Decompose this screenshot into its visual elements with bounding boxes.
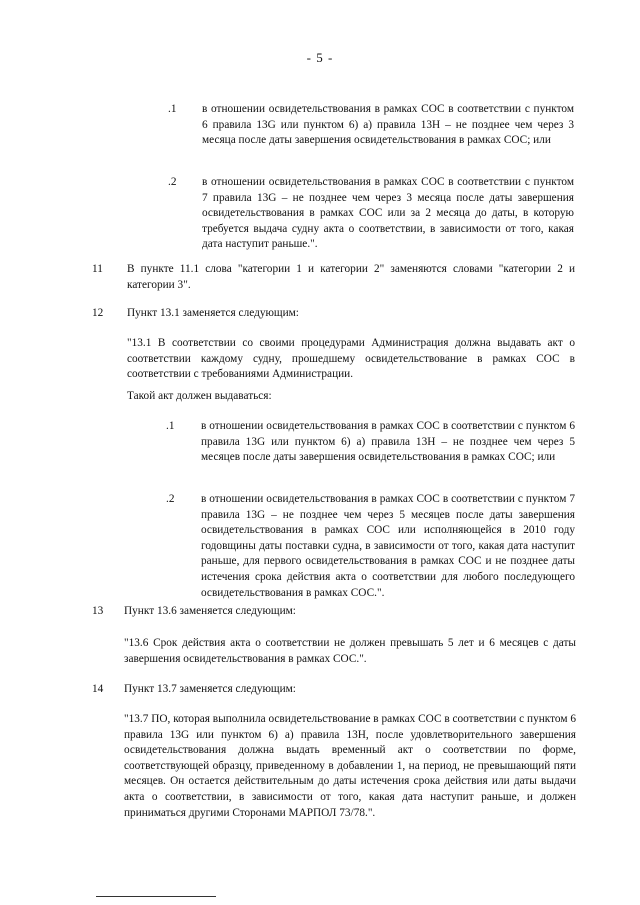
list-item-text: в отношении освидетельствования в рамках СОС в соответствии с пунктом 7 правила 13G – не позднее чем через 5 месяцев после даты завершения освидетельствования в рамках СОС или исполняющейся в 2010 году годовщины даты поставки судна, в зависимости от того, какая дата наступит раньше, для первого освидетельствования в рамках СОС и не позднее даты истечения срока действия акта о соответствии для любого последующего освидетельствования в рамках СОС.". — [201, 493, 575, 599]
item-number: .1 — [168, 103, 177, 115]
list-item-text: в отношении освидетельствования в рамках СОС в соответствии с пунктом 7 правила 13G – не позднее чем через 3 месяца после даты завершения освидетельствования в рамках СОС или за 2 месяца до даты, в которую требуется выдача судну акта о соответствии, в зависимости от того, какая дата наступит раньше.". — [202, 176, 574, 251]
paragraph: Такой акт должен выдаваться: — [127, 390, 272, 402]
section-number: 14 — [92, 683, 104, 695]
item-number: .2 — [166, 493, 175, 505]
section-heading: Пункт 13.7 заменяется следующим: — [124, 683, 296, 695]
section-heading: Пункт 13.6 заменяется следующим: — [124, 605, 296, 617]
item-number: .1 — [166, 420, 175, 432]
page-number: - 5 - — [306, 50, 334, 65]
quoted-paragraph: "13.6 Срок действия акта о соответствии не должен превышать 5 лет и 6 месяцев с даты завершения освидетельствования в рамках СОС.". — [124, 637, 576, 665]
quoted-paragraph: "13.7 ПО, которая выполнила освидетельствование в рамках СОС в соответствии с пунктом 6 правила 13G или пунктом 6) a) правила 13H, после удовлетворительного завершения освидетельствования должна выдать временный акт о соответствии по форме, соответствующей образцу, приведенному в добавлении 1, на период, не превышающий пяти месяцев. Он остается действительным до даты истечения срока действия или даты выдачи акта о соответствии, в зависимости от того, какая дата наступит раньше, и должен приниматься другими Сторонами МАРПОЛ 73/78.". — [124, 713, 576, 819]
section-heading: Пункт 13.1 заменяется следующим: — [127, 307, 299, 319]
item-number: .2 — [168, 176, 177, 188]
list-item-text: в отношении освидетельствования в рамках СОС в соответствии с пунктом 6 правила 13G или пунктом 6) a) правила 13H – не позднее чем через 3 месяца после даты завершения освидетельствования в рамках СОС; или — [202, 103, 574, 147]
section-number: 13 — [92, 605, 104, 617]
section-text: В пункте 11.1 слова "категории 1 и категории 2" заменяются словами "категории 2 и категории 3". — [127, 263, 575, 291]
section-number: 12 — [92, 307, 104, 319]
footer-divider — [96, 896, 216, 897]
list-item-text: в отношении освидетельствования в рамках СОС в соответствии с пунктом 6 правила 13G или пунктом 6) a) правила 13H – не позднее чем через 5 месяцев после даты завершения освидетельствования в рамках СОС; или — [201, 420, 575, 464]
section-number: 11 — [92, 263, 103, 275]
quoted-paragraph: "13.1 В соответствии со своими процедурами Администрация должна выдавать акт о соответствии каждому судну, прошедшему освидетельствование в рамках СОС в соответствии с требованиями Администрации. — [127, 337, 575, 381]
